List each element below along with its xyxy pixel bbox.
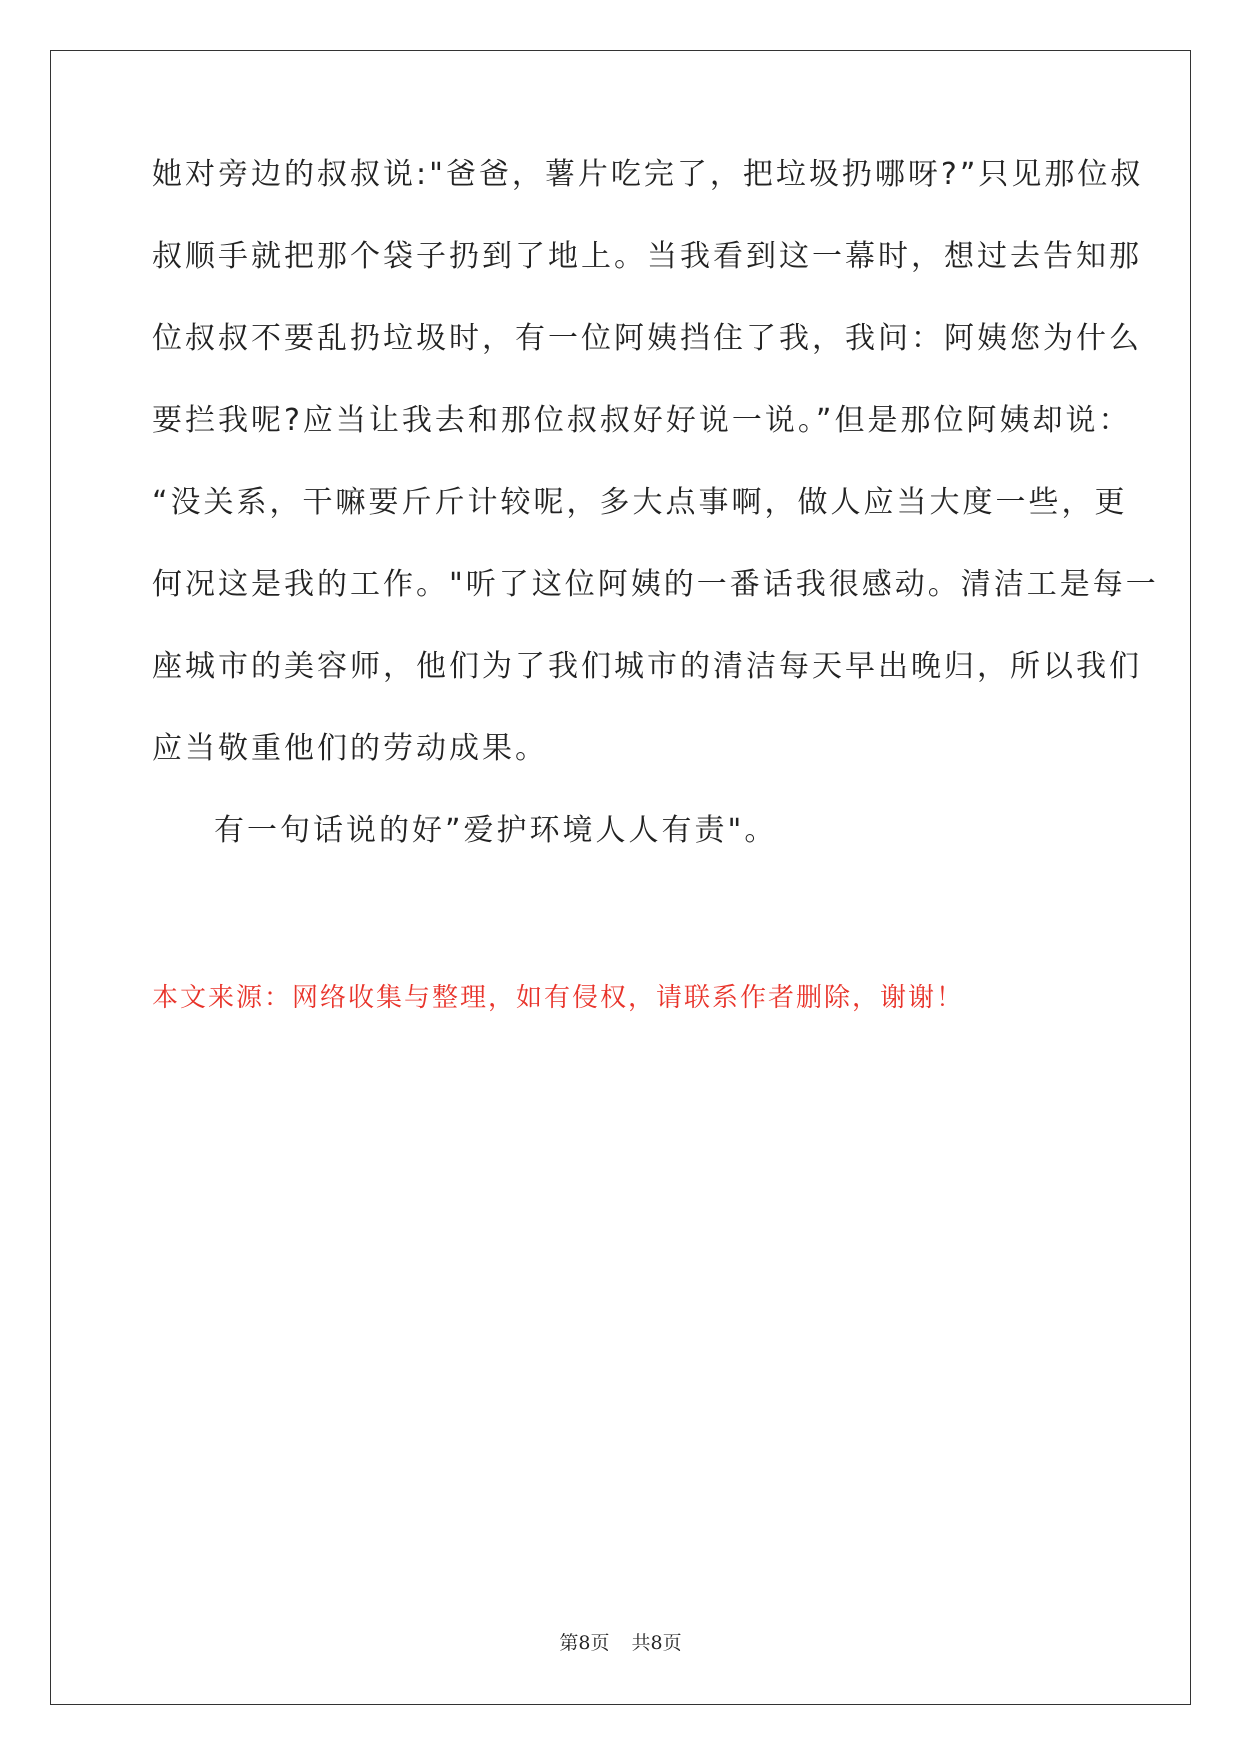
body-line: 叔顺手就把那个袋子扔到了地上。当我看到这一幕时，想过去告知那 [152, 239, 1142, 274]
body-line: 座城市的美容师，他们为了我们城市的清洁每天早出晚归，所以我们 [152, 649, 1142, 684]
body-line: 位叔叔不要乱扔垃圾时，有一位阿姨挡住了我，我问：阿姨您为什么 [152, 321, 1142, 356]
page-footer [0, 1628, 1241, 1655]
closing-paragraph: 有一句话说的好”爱护环境人人有责"。 [214, 813, 778, 848]
page-number: 第8页 [559, 1632, 610, 1654]
body-line: 应当敬重他们的劳动成果。 [152, 731, 548, 766]
body-line: 要拦我呢?应当让我去和那位叔叔好好说一说。”但是那位阿姨却说： [152, 403, 1132, 438]
body-line: 她对旁边的叔叔说:"爸爸，薯片吃完了，把垃圾扔哪呀?”只见那位叔 [152, 157, 1144, 192]
body-line: “没关系，干嘛要斤斤计较呢，多大点事啊，做人应当大度一些，更 [152, 485, 1128, 520]
source-note: 本文来源：网络收集与整理，如有侵权，请联系作者删除，谢谢！ [152, 983, 965, 1013]
body-line: 何况这是我的工作。"听了这位阿姨的一番话我很感动。清洁工是每一 [152, 567, 1159, 602]
page-total: 共8页 [631, 1632, 682, 1654]
document-body [152, 157, 1159, 898]
